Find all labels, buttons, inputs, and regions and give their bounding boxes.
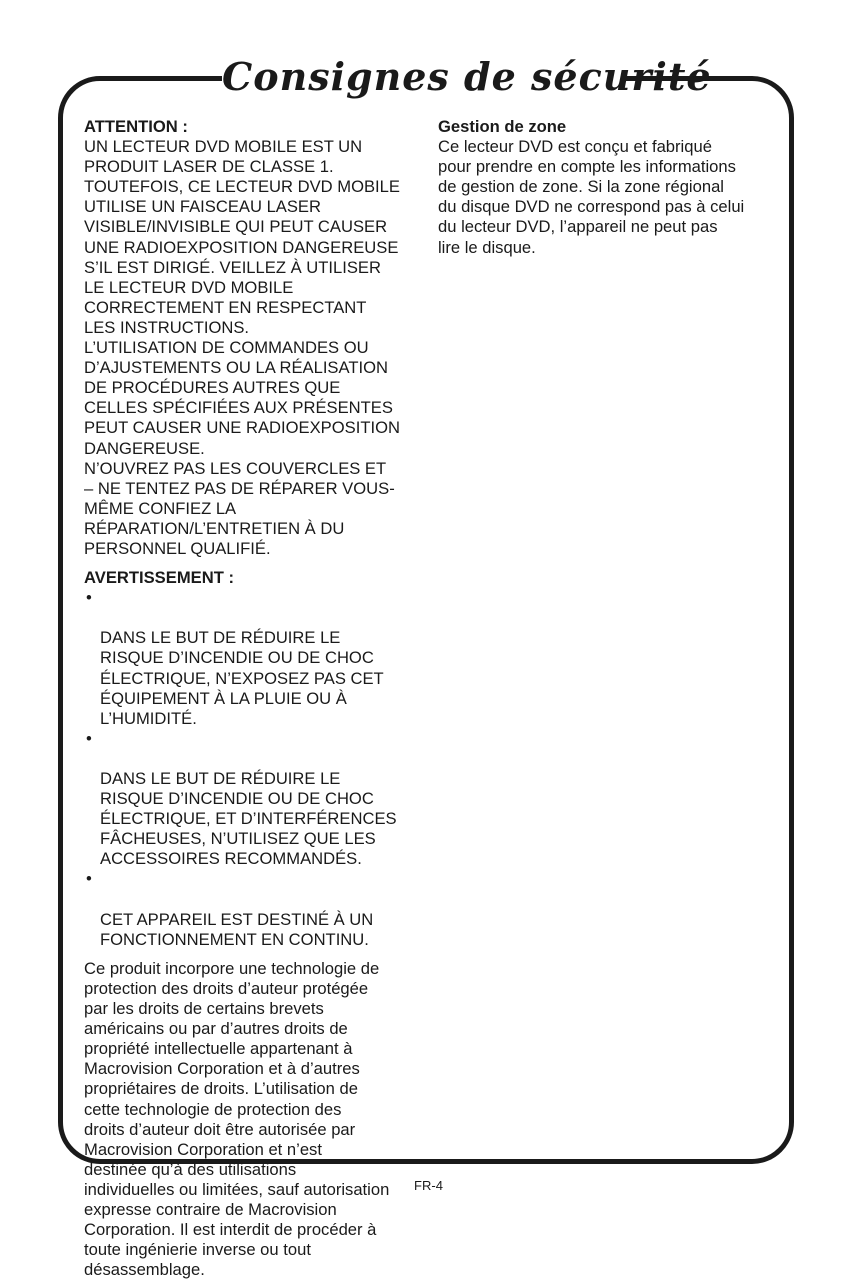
spacer xyxy=(84,950,424,959)
warning-item-text: DANS LE BUT DE RÉDUIRE LE RISQUE D’INCENDIE OU DE CHOC ÉLECTRIQUE, N’EXPOSEZ PAS CET ÉQUIPEMENT À LA PLUIE OU À L’HUMIDITÉ. xyxy=(100,628,384,728)
list-item xyxy=(84,588,424,729)
warning-list xyxy=(84,588,424,950)
list-item xyxy=(84,729,424,870)
bullet-icon: • xyxy=(86,728,92,748)
warning-item-text: CET APPAREIL EST DESTINÉ À UN FONCTIONNEMENT EN CONTINU. xyxy=(100,909,374,949)
zone-heading: Gestion de zone xyxy=(438,117,567,136)
warning-item-text: DANS LE BUT DE RÉDUIRE LE RISQUE D’INCENDIE OU DE CHOC ÉLECTRIQUE, ET D’INTERFÉRENCES FÂCHEUSES, N’UTILISEZ QUE LES ACCESSOIRES RECOMMANDÉS. xyxy=(100,769,397,869)
attention-text: UN LECTEUR DVD MOBILE EST UN PRODUIT LASER DE CLASSE 1. TOUTEFOIS, CE LECTEUR DVD MOBILE UTILISE UN FAISCEAU LASER VISIBLE/INVISIBLE QUI PEUT CAUSER UNE RADIOEXPOSITION DANGEREUSE S’IL EST DIRIGÉ. VEILLEZ À UTILISER LE LECTEUR DVD MOBILE CORRECTEMENT EN RESPECTANT LES INSTRUCTIONS. L’UTILISATION DE COMMANDES OU D’AJUSTEMENTS OU LA RÉALISATION DE PROCÉDURES AUTRES QUE CELLES SPÉCIFIÉES AUX PRÉSENTES PEUT CAUSER UNE RADIOEXPOSITION DANGEREUSE. N’OUVREZ PAS LES COUVERCLES ET – NE TENTEZ PAS DE RÉPARER VOUS- MÊME CONFIEZ LA RÉPARATION/L’ENTRETIEN À DU PERSONNEL QUALIFIÉ. xyxy=(84,137,400,558)
list-item xyxy=(84,869,424,949)
macrovision-text: Ce produit incorpore une technologie de protection des droits d’auteur protégée par les droits de certains brevets américains ou par d’autres droits de propriété intellectuelle appartenant à Macrovision Corporation et à d’autres propriétaires de droits. L’utilisation de cette technologie de protection des droits d’auteur doit être autorisée par Macrovision Corporation et n’est destinée qu’à des utilisations individuelles ou limitées, sauf autorisation expresse contraire de Macrovision Corporation. Il est interdit de procéder à toute ingénierie inverse ou tout désassemblage. xyxy=(84,958,390,1280)
attention-heading: ATTENTION : xyxy=(84,117,188,136)
page-number: FR-4 xyxy=(414,1178,443,1193)
page-title: Consignes de sécurité xyxy=(222,54,712,99)
title-banner xyxy=(222,50,712,104)
bullet-icon: • xyxy=(86,588,92,608)
warning-heading: AVERTISSEMENT : xyxy=(84,568,234,588)
spacer xyxy=(84,559,424,568)
right-column xyxy=(438,117,783,258)
left-column xyxy=(84,117,424,1280)
bullet-icon: • xyxy=(86,869,92,889)
zone-text: Ce lecteur DVD est conçu et fabriqué pour prendre en compte les informations de gestion de zone. Si la zone régional du disque DVD ne correspond pas à celui du lecteur DVD, l’appareil ne peut pas lire le disque. xyxy=(438,137,745,257)
